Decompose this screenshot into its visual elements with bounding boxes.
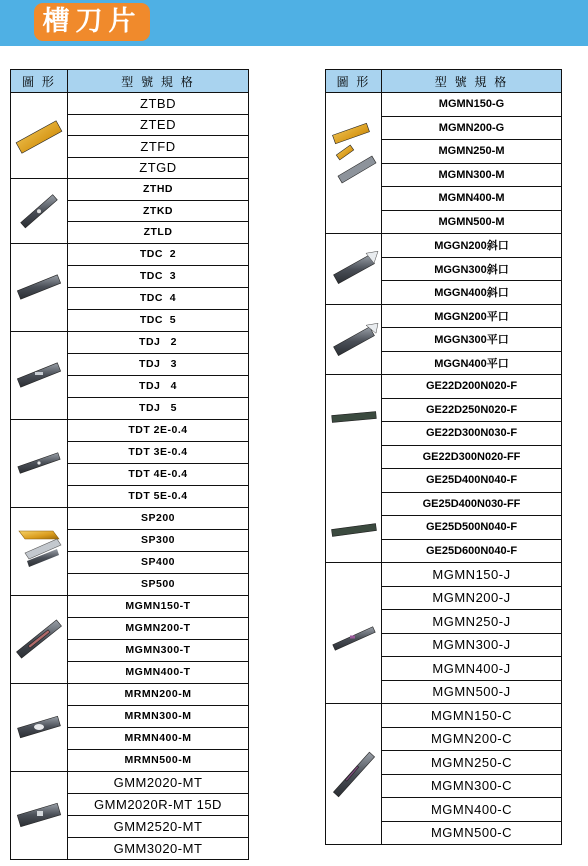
model-spec-cell: GMM2020R-MT 15D (68, 793, 249, 815)
model-spec-cell: MGGN400平口 (382, 351, 562, 375)
ge-insert-icon (328, 377, 380, 561)
gold-grooving-insert-icon (13, 95, 65, 177)
product-image-cell (11, 507, 68, 595)
model-spec-cell: GMM2020-MT (68, 771, 249, 793)
model-spec-cell: MGMN150-J (382, 563, 562, 587)
tdc-insert-icon (13, 245, 65, 329)
sp-insert-icon (13, 509, 65, 593)
model-spec-cell: GE25D500N040-F (382, 516, 562, 540)
model-spec-cell: TDT 4E-0.4 (68, 463, 249, 485)
model-spec-cell: MRMN400-M (68, 727, 249, 749)
table-row (326, 563, 562, 587)
tdt-insert-icon (13, 421, 65, 505)
model-spec-cell: MGGN200斜口 (382, 234, 562, 258)
model-spec-cell: GMM2520-MT (68, 815, 249, 837)
model-spec-cell: ZTBD (68, 93, 249, 115)
table-row (11, 243, 249, 265)
model-spec-cell: TDC 3 (68, 265, 249, 287)
left-spec-table (10, 69, 249, 860)
model-spec-cell: SP300 (68, 529, 249, 551)
model-spec-cell: SP400 (68, 551, 249, 573)
model-spec-cell: TDJ 5 (68, 397, 249, 419)
table-row (326, 304, 562, 328)
model-spec-cell: ZTFD (68, 136, 249, 158)
product-image-cell (11, 419, 68, 507)
model-spec-cell: MGMN250-J (382, 610, 562, 634)
model-spec-cell: MRMN200-M (68, 683, 249, 705)
model-spec-cell: GE25D400N030-FF (382, 492, 562, 516)
model-spec-cell: MGMN200-G (382, 116, 562, 140)
model-spec-cell: SP500 (68, 573, 249, 595)
model-spec-cell: TDC 4 (68, 287, 249, 309)
product-image-cell (326, 704, 382, 845)
table-row (11, 683, 249, 705)
product-image-cell (326, 563, 382, 704)
model-spec-cell: TDJ 2 (68, 331, 249, 353)
table-row (11, 419, 249, 441)
product-image-cell (11, 683, 68, 771)
right-spec-table (325, 69, 562, 845)
column-header-image: 圖 形 (11, 70, 68, 93)
model-spec-cell: TDJ 4 (68, 375, 249, 397)
column-header-spec: 型 號 規 格 (382, 70, 562, 93)
model-spec-cell: GE22D250N020-F (382, 398, 562, 422)
model-spec-cell: SP200 (68, 507, 249, 529)
model-spec-cell: MGMN200-J (382, 586, 562, 610)
model-spec-cell: MGMN500-C (382, 821, 562, 845)
model-spec-cell: MGGN300斜口 (382, 257, 562, 281)
slim-grooving-insert-icon (13, 181, 65, 242)
column-header-spec: 型 號 規 格 (68, 70, 249, 93)
model-spec-cell: TDT 3E-0.4 (68, 441, 249, 463)
model-spec-cell: MGMN150-C (382, 704, 562, 728)
table-row (11, 771, 249, 793)
product-image-cell (11, 595, 68, 683)
model-spec-cell: TDT 2E-0.4 (68, 419, 249, 441)
model-spec-cell: MGMN400-C (382, 798, 562, 822)
table-row (326, 375, 562, 399)
model-spec-cell: TDC 5 (68, 309, 249, 331)
model-spec-cell: ZTKD (68, 200, 249, 222)
column-header-image: 圖 形 (326, 70, 382, 93)
mgmn-t-insert-icon (13, 597, 65, 681)
mgmn-c-insert-icon (328, 706, 380, 843)
gmm-insert-icon (13, 773, 65, 857)
model-spec-cell: ZTGD (68, 157, 249, 179)
model-spec-cell: MGMN200-T (68, 617, 249, 639)
product-image-cell (11, 93, 68, 179)
product-image-cell (11, 179, 68, 244)
table-row (11, 595, 249, 617)
model-spec-cell: MGMN400-J (382, 657, 562, 681)
model-spec-cell: ZTHD (68, 179, 249, 201)
product-image-cell (11, 243, 68, 331)
model-spec-cell: GE22D300N030-F (382, 422, 562, 446)
model-spec-cell: MGMN150-T (68, 595, 249, 617)
table-row (326, 234, 562, 258)
model-spec-cell: TDT 5E-0.4 (68, 485, 249, 507)
model-spec-cell: MGMN500-J (382, 680, 562, 704)
model-spec-cell: MGMN150-G (382, 93, 562, 117)
mgmn-j-insert-icon (328, 565, 380, 702)
model-spec-cell: MGMN200-C (382, 727, 562, 751)
model-spec-cell: MGGN400斜口 (382, 281, 562, 305)
model-spec-cell: GE25D400N040-F (382, 469, 562, 493)
product-image-cell (326, 93, 382, 234)
model-spec-cell: MGMN300-T (68, 639, 249, 661)
product-image-cell (326, 234, 382, 305)
model-spec-cell: GE22D200N020-F (382, 375, 562, 399)
model-spec-cell: MGMN500-M (382, 210, 562, 234)
tdj-insert-icon (13, 333, 65, 417)
product-image-cell (11, 331, 68, 419)
model-spec-cell: MGMN300-J (382, 633, 562, 657)
page-title: 槽刀片 (34, 3, 150, 41)
model-spec-cell: MGMN400-M (382, 187, 562, 211)
model-spec-cell: MGMN250-M (382, 140, 562, 164)
model-spec-cell: TDJ 3 (68, 353, 249, 375)
model-spec-cell: GMM3020-MT (68, 837, 249, 859)
product-image-cell (11, 771, 68, 859)
table-row (11, 507, 249, 529)
model-spec-cell: TDC 2 (68, 243, 249, 265)
model-spec-cell: MGMN300-M (382, 163, 562, 187)
model-spec-cell: MGGN200平口 (382, 304, 562, 328)
product-image-cell (326, 375, 382, 563)
table-row (326, 93, 562, 117)
table-row (11, 331, 249, 353)
mrmn-insert-icon (13, 685, 65, 769)
model-spec-cell: GE25D600N040-F (382, 539, 562, 563)
model-spec-cell: MRMN300-M (68, 705, 249, 727)
model-spec-cell: MGMN400-T (68, 661, 249, 683)
model-spec-cell: ZTLD (68, 222, 249, 244)
mggn-flat-insert-icon (328, 306, 380, 373)
model-spec-cell: ZTED (68, 114, 249, 136)
model-spec-cell: MGGN300平口 (382, 328, 562, 352)
model-spec-cell: MRMN500-M (68, 749, 249, 771)
mggn-angled-insert-icon (328, 236, 380, 303)
model-spec-cell: GE22D300N020-FF (382, 445, 562, 469)
table-row (326, 704, 562, 728)
model-spec-cell: MGMN300-C (382, 774, 562, 798)
model-spec-cell: MGMN250-C (382, 751, 562, 775)
table-row (11, 179, 249, 201)
product-image-cell (326, 304, 382, 375)
mgmn-g-insert-icon (328, 95, 380, 232)
table-row (11, 93, 249, 115)
